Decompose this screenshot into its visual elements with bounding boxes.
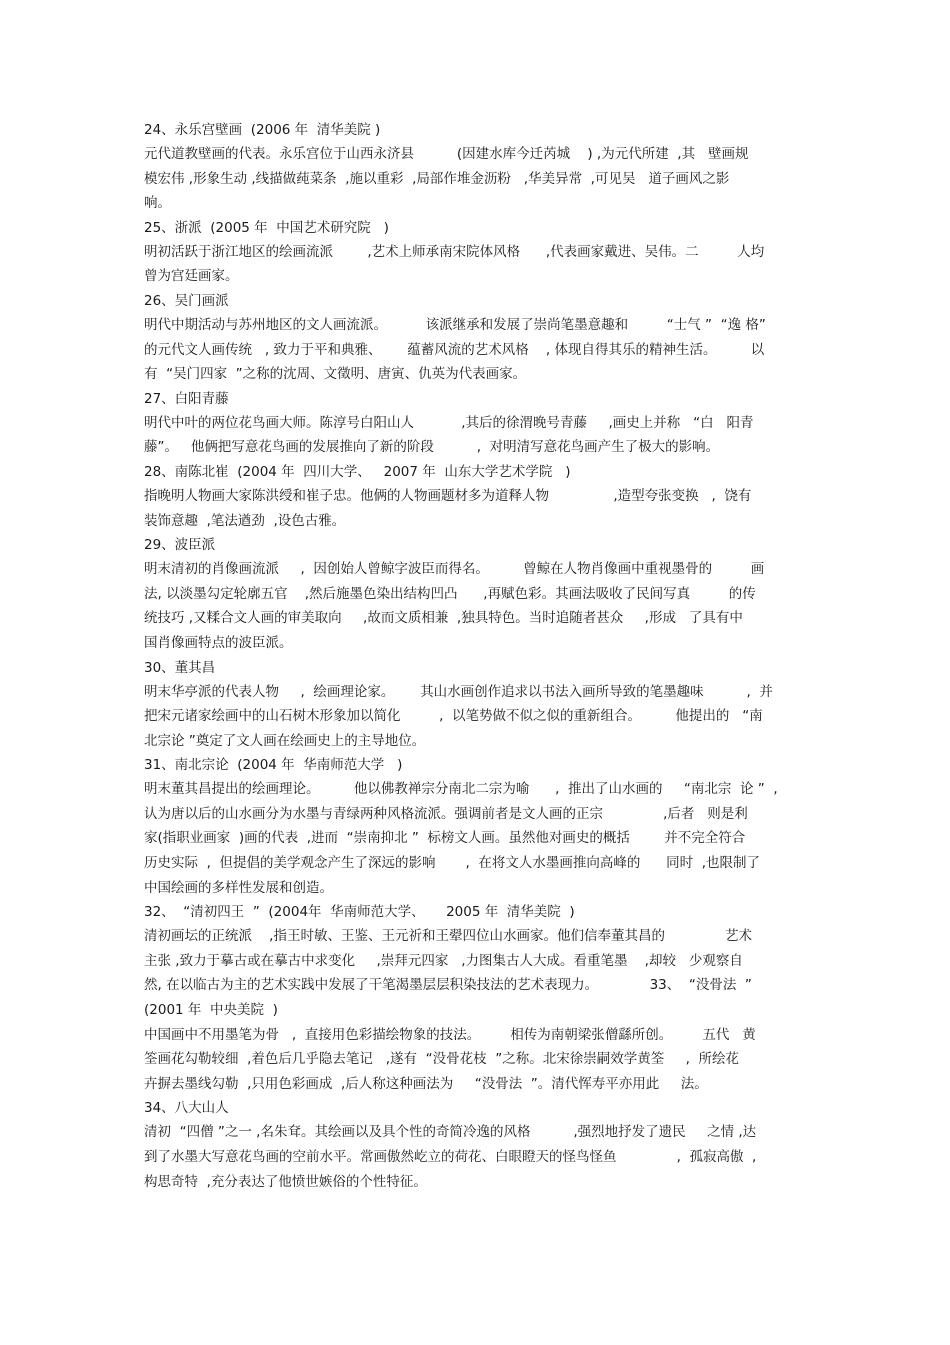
body-line: 的元代文人画传统 , 致力于平和典雅、 蕴蓄风流的艺术风格 , 体现自得其乐的精神生活。 以 xyxy=(144,341,765,358)
entry-body xyxy=(144,924,816,1022)
body-line: 响。 xyxy=(144,195,171,212)
body-line: 卉摒去墨线勾勒 ,只用色彩画成 ,后人称这种画法为 “没骨法 ”。清代恽寿平亦用此 法。 xyxy=(144,1075,708,1092)
entry-25 xyxy=(144,216,816,289)
entry-24 xyxy=(144,118,816,216)
body-line: 北宗论 ”奠定了文人画在绘画史上的主导地位。 xyxy=(144,732,426,749)
body-line: 法, 以淡墨勾定轮廓五官 ,然后施墨色染出结构凹凸 ,再赋色彩。其画法吸收了民间写真 的传 xyxy=(144,585,756,602)
body-line: 统技巧 ,又糅合文人画的审美取向 ,故而文质相兼 ,独具特色。当时追随者甚众 ,形成 了具有中 xyxy=(144,610,743,627)
body-line: 明末董其昌提出的绘画理论。 他以佛教禅宗分南北二宗为喻 , 推出了山水画的 “南北宗 论 ” , xyxy=(144,781,778,798)
entry-title: 29、波臣派 xyxy=(144,537,216,554)
body-line: 认为唐以后的山水画分为水墨与青绿两种风格流派。强调前者是文人画的正宗 ,后者 则是利 xyxy=(144,805,748,822)
body-line: 到了水墨大写意花鸟画的空前水平。常画傲然屹立的荷花、白眼瞪天的怪鸟怪鱼 , 孤寂高傲 , xyxy=(144,1149,757,1165)
entry-body xyxy=(144,484,816,533)
entry-34 xyxy=(144,1096,816,1194)
entry-body xyxy=(144,142,816,216)
entry-body xyxy=(144,1120,816,1194)
entry-title: 30、董其昌 xyxy=(144,659,216,676)
body-line: (2001 年 中央美院 ) xyxy=(144,1002,278,1019)
entry-body xyxy=(144,557,816,655)
entry-31 xyxy=(144,753,816,900)
document-page xyxy=(144,118,816,1194)
body-line: 主张 ,致力于摹古或在摹古中求变化 ,崇拜元四家 ,力图集古人大成。看重笔墨 ,却较 少观察自 xyxy=(144,952,743,969)
entry-title: 25、浙派 (2005 年 中国艺术研究院 ) xyxy=(144,219,389,236)
entry-28 xyxy=(144,460,816,533)
body-line: 历史实际 , 但提倡的美学观念产生了深远的影响 , 在将文人水墨画推向高峰的 同时 ,也限制了 xyxy=(144,855,760,872)
entry-title: 26、吴门画派 xyxy=(144,292,229,309)
body-line: 然, 在以临古为主的艺术实践中发展了干笔渴墨层层积染技法的艺术表现力。 33、 “没骨法 ” xyxy=(144,977,752,994)
entry-body xyxy=(144,240,816,289)
entry-26 xyxy=(144,289,816,387)
body-line: 构思奇特 ,充分表达了他愤世嫉俗的个性特征。 xyxy=(144,1173,427,1190)
entry-body xyxy=(144,680,816,754)
body-line: 中国绘画的多样性发展和创造。 xyxy=(144,879,333,896)
body-line: 指晚明人物画大家陈洪绶和崔子忠。他俩的人物画题材多为道释人物 ,造型夸张变换 , 饶有 xyxy=(144,487,752,504)
body-line: 明初活跃于浙江地区的绘画流派 ,艺术上师承南宋院体风格 ,代表画家戴进、吴伟。二 人均 xyxy=(144,243,765,260)
entry-33 xyxy=(144,1023,816,1097)
body-line: 筌画花勾勒较细 ,着色后几乎隐去笔记 ,遂有 “没骨花枝 ”之称。北宋徐崇嗣效学黄筌 , 所绘花 xyxy=(144,1051,740,1068)
body-line: 把宋元诸家绘画中的山石树木形象加以简化 , 以笔势做不似之似的重新组合。 他提出的 “南 xyxy=(144,708,763,725)
body-line: 元代道教壁画的代表。永乐宫位于山西永济县 (因建水库今迁芮城 ) ,为元代所建 ,其 壁画规 xyxy=(144,146,749,162)
entry-title: 28、南陈北崔 (2004 年 四川大学、 2007 年 山东大学艺术学院 ) xyxy=(144,463,571,480)
body-line: 藤”。 他俩把写意花鸟画的发展推向了新的阶段 , 对明清写意花鸟画产生了极大的影响。 xyxy=(144,439,720,456)
body-line: 中国画中不用墨笔为骨 , 直接用色彩描绘物象的技法。 相传为南朝梁张僧繇所创。 五代 黄 xyxy=(144,1026,756,1043)
entry-body xyxy=(144,1023,816,1097)
body-line: 装饰意趣 ,笔法遒劲 ,设色古雅。 xyxy=(144,512,346,529)
entry-27 xyxy=(144,387,816,460)
entry-32 xyxy=(144,900,816,1022)
body-line: 模宏伟 ,形象生动 ,线描做莼菜条 ,施以重彩 ,局部作堆金沥粉 ,华美异常 ,可见吴 道子画风之影 xyxy=(144,170,730,187)
body-line: 国肖像画特点的波臣派。 xyxy=(144,634,293,651)
body-line: 家(指职业画家 )画的代表 ,进而 “崇南抑北 ” 标榜文人画。虽然他对画史的概括 并不完全符合 xyxy=(144,830,746,847)
body-line: 明代中叶的两位花鸟画大师。陈淳号白阳山人 ,其后的徐渭晚号青藤 ,画史上并称 “白 阳青 xyxy=(144,414,754,431)
entry-30 xyxy=(144,656,816,754)
entry-body xyxy=(144,777,816,900)
entry-title: 27、白阳青藤 xyxy=(144,390,229,407)
entry-body xyxy=(144,313,816,387)
entry-title: 24、永乐宫壁画 (2006 年 清华美院 ) xyxy=(144,122,381,138)
body-line: 明代中期活动与苏州地区的文人画流派。 该派继承和发展了崇尚笔墨意趣和 “士气 ” “逸 格” xyxy=(144,316,766,333)
body-line: 明末华亭派的代表人物 , 绘画理论家。 其山水画创作追求以书法入画所导致的笔墨趣味 , 并 xyxy=(144,683,773,700)
entry-body xyxy=(144,411,816,460)
body-line: 清初画坛的正统派 ,指王时敏、王鉴、王元祈和王翚四位山水画家。他们信奉董其昌的 艺术 xyxy=(144,928,753,945)
body-line: 曾为宫廷画家。 xyxy=(144,268,239,285)
entry-title: 34、八大山人 xyxy=(144,1100,229,1117)
entry-29 xyxy=(144,533,816,655)
body-line: 有 “吴门四家 ”之称的沈周、文徵明、唐寅、仇英为代表画家。 xyxy=(144,366,527,383)
entry-title: 31、南北宗论 (2004 年 华南师范大学 ) xyxy=(144,757,403,774)
body-line: 清初 “四僧 ”之一 ,名朱耷。其绘画以及具个性的奇简冷逸的风格 ,强烈地抒发了遗民 之情 ,达 xyxy=(144,1124,757,1141)
entry-title: 32、 “清初四王 ” (2004年 华南师范大学、 2005 年 清华美院 ) xyxy=(144,904,575,921)
body-line: 明末清初的肖像画流派 , 因创始人曾鲸字波臣而得名。 曾鲸在人物肖像画中重视墨骨的 画 xyxy=(144,561,765,578)
